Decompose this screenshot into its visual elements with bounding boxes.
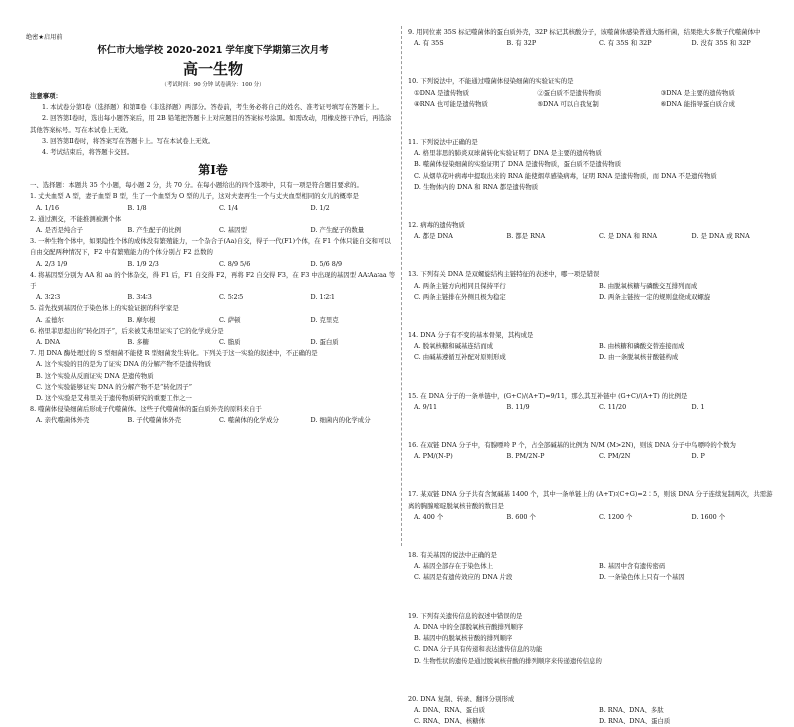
- answer-option: A. 是否是纯合子: [36, 226, 84, 235]
- answer-option: C. 1/4: [219, 203, 239, 212]
- answer-option: D. 1: [691, 402, 705, 411]
- question-stem: 18. 有关基因的说法中正确的是: [408, 551, 497, 560]
- question-block: [408, 440, 778, 462]
- question-stem: 16. 在双链 DNA 分子中，有腺嘌呤 P 个，占全部碱基的比例为 N/M (M>2N)，则该 DNA 分子中鸟嘌呤的个数为: [408, 441, 736, 450]
- option-list: [408, 512, 778, 523]
- option-list: [408, 705, 778, 727]
- answer-option: A. DNA、RNA、蛋白质: [414, 705, 485, 714]
- option-list: [30, 203, 396, 214]
- option-list: [30, 415, 396, 426]
- answer-option: B. 由核糖和磷酸交替连接而成: [599, 342, 685, 351]
- question-block: [408, 611, 778, 667]
- column-divider: [401, 26, 402, 546]
- note-item: 2. 回答第Ⅰ卷时，选出每小题答案后，用 2B 铅笔把答题卡上对应题目的答案标号涂黑。如需改动，用橡皮擦干净后，再选涂其他答案标号。写在本试卷上无效。: [30, 114, 392, 134]
- question-stem: 7. 用 DNA 酶处理过的 S 型细菌不能使 R 型细菌发生转化。下列关于这一实验的叙述中，不正确的是: [30, 349, 318, 358]
- question-block: [408, 220, 778, 242]
- answer-option: A. 亲代噬菌体外壳: [36, 416, 90, 425]
- question-block: [30, 270, 396, 304]
- answer-option: B. RNA、DNA、多肽: [599, 705, 664, 714]
- answer-option: ①DNA 是遗传物质: [414, 88, 470, 97]
- secret-label: 绝密★启用前: [26, 34, 63, 41]
- question-stem: 17. 某双链 DNA 分子共有含氮碱基 1400 个，其中一条单链上的 (A+T)∶(C+G)=2∶5，则该 DNA 分子连续复制两次，共需游离的胸腺嘧啶脱氧核苷酸的数目是: [408, 490, 773, 510]
- option-list: [408, 88, 778, 110]
- answer-option: D. 一条染色体上只有一个基因: [599, 573, 685, 582]
- answer-option: D. 这个实验是艾弗里关于遗传物质研究的重要工作之一: [36, 394, 192, 403]
- question-stem: 10. 下列说法中，不能通过噬菌体侵染细菌的实验证实的是: [408, 77, 574, 86]
- answer-option: C. PM/2N: [599, 452, 631, 461]
- option-list: [408, 281, 778, 303]
- answer-option: A. 9/11: [414, 402, 438, 411]
- answer-option: B. 3∶4∶3: [127, 293, 152, 302]
- option-list: [30, 315, 396, 326]
- answer-option: B. 由脱氧核糖与磷酸交互排列而成: [599, 281, 698, 290]
- question-stem: 4. 将基因型分别为 AA 和 aa 的个体杂交，得 F1 后，F1 自交得 F2，再将 F2 自交得 F3，在 F3 中出现的基因型 AA∶Aa∶aa 等于: [30, 270, 396, 291]
- answer-option: A. 1/16: [36, 203, 60, 212]
- answer-option: A. 2/3 1/9: [36, 259, 68, 268]
- question-stem: 13. 下列有关 DNA 是双螺旋结构主链特征的表述中，哪一项是错误: [408, 270, 600, 279]
- answer-option: D. P: [691, 452, 705, 461]
- answer-option: D. 由一条脱氧核苷酸链构成: [599, 353, 679, 362]
- question-block: [408, 489, 778, 523]
- answer-option: D. 细菌内的化学成分: [310, 416, 371, 425]
- question-block: [408, 269, 778, 303]
- question-stem: 3. 一种生物个体中，如果隐性个体的成体没有繁殖能力，一个杂合子(Aa)自交，得子一代(F1)个体，在 F1 个体只能自交和可以自由交配两种情况下，F2 中有繁殖能力的个体分别占 F2 总数的: [30, 237, 391, 257]
- option-list: [30, 337, 396, 348]
- answer-option: C. DNA 分子具有传递和表达遗传信息的功能: [414, 645, 543, 654]
- option-list: [408, 451, 778, 462]
- answer-option: C. 8/9 5/6: [219, 259, 251, 268]
- answer-option: A. 基因全部存在于染色体上: [414, 562, 493, 571]
- option-list: [408, 148, 778, 193]
- answer-option: D. RNA、DNA、蛋白质: [599, 717, 671, 726]
- answer-option: D. 没有 35S 和 32P: [691, 39, 751, 48]
- option-list: [408, 38, 778, 49]
- option-list: [30, 359, 396, 404]
- answer-option: ⑥DNA 能指导蛋白质合成: [660, 99, 735, 108]
- answer-option: A. 孟德尔: [36, 315, 64, 324]
- answer-option: ③DNA 是主要的遗传物质: [660, 88, 735, 97]
- answer-option: B. PM/2N-P: [506, 452, 545, 461]
- section-intro: 一、选择题：本题共 35 个小题，每小题 2 分，共 70 分。在每小题给出的四个选项中，只有一项是符合题目要求的。: [30, 181, 363, 190]
- note-item: 1. 本试卷分第Ⅰ卷（选择题）和第Ⅱ卷（非选择题）两部分。答卷前，考生务必将自己的姓名、准考证号填写在答题卡上。: [42, 103, 383, 112]
- answer-option: C. 5∶2∶5: [219, 293, 244, 302]
- answer-option: B. 有 32P: [506, 39, 537, 48]
- answer-option: B. 1/8: [127, 203, 147, 212]
- answer-option: A. 这个实验的目的是为了证实 DNA 的分解产物不是遗传物质: [36, 360, 212, 369]
- answer-option: A. 3∶2∶3: [36, 293, 61, 302]
- question-stem: 20. DNA 复制、转录、翻译分别形成: [408, 694, 515, 703]
- question-stem: 6. 格里菲思提出的“转化因子”，后来被艾弗里证实了它的化学成分是: [30, 326, 224, 335]
- question-block: [408, 27, 778, 49]
- answer-option: ②蛋白质不是遗传物质: [537, 88, 602, 97]
- question-block: [408, 137, 778, 193]
- note-item: 3. 回答第Ⅱ卷时，将答案写在答题卡上。写在本试卷上无效。: [42, 136, 215, 145]
- question-block: [30, 214, 396, 236]
- option-list: [30, 292, 396, 303]
- option-list: [30, 225, 396, 236]
- answer-option: C. 萨顿: [219, 315, 241, 324]
- answer-option: C. 这个实验能够证实 DNA 的分解产物不是“转化因子”: [36, 382, 193, 391]
- answer-option: A. 有 35S: [414, 39, 444, 48]
- answer-option: A. DNA 中的全部脱氧核苷酸排列顺序: [414, 622, 524, 631]
- question-block: [30, 303, 396, 325]
- question-block: [408, 76, 778, 110]
- answer-option: B. 摩尔根: [127, 315, 156, 324]
- question-stem: 9. 用同位素 35S 标记噬菌体的蛋白质外壳，32P 标记其核酸分子，该噬菌体感染普通大肠杆菌，结果绝大多数子代噬菌体中: [408, 28, 761, 36]
- question-block: [408, 550, 778, 584]
- answer-option: C. 1200 个: [599, 512, 633, 521]
- right-question-list: [408, 27, 778, 727]
- question-stem: 15. 在 DNA 分子的一条单链中，(G+C)/(A+T)=9/11，那么其互补链中 (G+C)/(A+T) 的比例是: [408, 391, 688, 400]
- answer-option: B. 都是 RNA: [506, 232, 546, 241]
- answer-option: B. 多糖: [127, 338, 150, 347]
- answer-option: C. 基因型: [219, 226, 247, 235]
- question-block: [408, 330, 778, 364]
- answer-option: A. 格里菲思的肺炎双球菌转化实验证明了 DNA 是主要的遗传物质: [414, 149, 602, 158]
- answer-option: C. 两条主链排在外侧且极为稳定: [414, 292, 506, 301]
- question-stem: 1. 丈夫血型 A 型，妻子血型 B 型，生了一个血型为 O 型的儿子，这对夫妻再生一个与丈夫血型相同的女儿的概率是: [30, 192, 359, 201]
- question-stem: 8. 噬菌体侵染细菌后形成子代噬菌体。这些子代噬菌体的蛋白质外壳的原料来自于: [30, 405, 262, 414]
- answer-option: D. 1∶2∶1: [310, 293, 335, 302]
- option-list: [408, 231, 778, 242]
- answer-option: ⑤DNA 可以自我复制: [537, 99, 599, 108]
- answer-option: D. 1600 个: [691, 512, 726, 521]
- answer-option: B. 产生配子的比例: [127, 226, 181, 235]
- answer-option: C. 有 35S 和 32P: [599, 39, 652, 48]
- answer-option: B. 基因中含有遗传密码: [599, 562, 666, 571]
- answer-option: A. PM/(N-P): [414, 452, 453, 461]
- question-block: [408, 694, 778, 727]
- question-block: [30, 404, 396, 426]
- answer-option: D. 产生配子的数量: [310, 226, 365, 235]
- answer-option: D. 两条主链按一定的规则盘绕成双螺旋: [599, 292, 711, 301]
- answer-option: A. 都是 DNA: [414, 232, 453, 241]
- answer-option: D. 生物性状的遗传是通过脱氧核苷酸的排列顺序来传递遗传信息的: [414, 656, 602, 665]
- left-question-list: [30, 191, 396, 426]
- answer-option: ④RNA 也可能是遗传物质: [414, 99, 488, 108]
- option-list: [408, 402, 778, 413]
- question-stem: 14. DNA 分子有不变的基本骨架，其构成是: [408, 331, 534, 340]
- right-column: [408, 0, 778, 727]
- question-stem: 19. 下列有关遗传信息的叙述中错误的是: [408, 611, 523, 620]
- answer-option: C. RNA、DNA、核糖体: [414, 717, 486, 726]
- answer-option: C. 11/20: [599, 402, 627, 411]
- subject-title: 高一生物: [182, 60, 243, 78]
- question-block: [30, 236, 396, 270]
- answer-option: A. 两条主链方向相同且保持平行: [414, 281, 506, 290]
- answer-option: C. 从烟草花叶病毒中提取出来的 RNA 能使烟草感染病毒，证明 RNA 是遗传物质，而 DNA 不是遗传物质: [414, 171, 717, 180]
- question-block: [30, 326, 396, 348]
- question-stem: 5. 首先找到基因位于染色体上的实验证据的科学家是: [30, 304, 179, 313]
- answer-option: D. 5/6 8/9: [310, 259, 343, 268]
- question-stem: 12. 病毒的遗传物质: [408, 221, 465, 230]
- answer-option: C. 脂质: [219, 338, 241, 347]
- left-column: [30, 0, 396, 427]
- notes-title: 注意事项：: [30, 92, 62, 100]
- answer-option: D. 1/2: [310, 203, 330, 212]
- answer-option: A. 脱氧核糖和碱基连结而成: [414, 342, 493, 351]
- note-item: 4. 考试结束后，将答题卡交回。: [42, 148, 134, 157]
- answer-option: B. 基因中的脱氧核苷酸的排列顺序: [414, 634, 513, 643]
- answer-option: B. 1/9 2/3: [127, 259, 159, 268]
- answer-option: B. 噬菌体侵染细菌的实验证明了 DNA 是遗传物质，蛋白质不是遗传物质: [414, 160, 622, 169]
- question-stem: 2. 通过测交，不能推测被测个体: [30, 214, 122, 223]
- school-title: 怀仁市大地学校 2020-2021 学年度下学期第三次月考: [97, 45, 329, 56]
- answer-option: D. 克里克: [310, 315, 339, 324]
- answer-option: B. 子代噬菌体外壳: [127, 416, 181, 425]
- question-block: [408, 391, 778, 413]
- question-block: [30, 348, 396, 404]
- option-list: [30, 259, 396, 270]
- answer-option: C. 基因是有遗传效应的 DNA 片段: [414, 573, 513, 582]
- answer-option: A. DNA: [36, 338, 61, 347]
- answer-option: A. 400 个: [414, 512, 444, 521]
- volume-title: 第Ⅰ卷: [198, 163, 228, 178]
- option-list: [408, 341, 778, 363]
- answer-option: B. 11/9: [506, 402, 530, 411]
- answer-option: D. 是 DNA 或 RNA: [691, 232, 750, 241]
- exam-info: （考试时间：90 分钟 试卷满分：100 分）: [161, 82, 265, 88]
- answer-option: B. 600 个: [506, 512, 536, 521]
- question-stem: 11. 下列说法中正确的是: [408, 138, 478, 147]
- question-block: [30, 191, 396, 213]
- answer-option: C. 噬菌体的化学成分: [219, 416, 279, 425]
- answer-option: C. 由碱基遵循互补配对原则形成: [414, 353, 506, 362]
- answer-option: D. 生物体内的 DNA 和 RNA 都是遗传物质: [414, 182, 539, 191]
- answer-option: B. 这个实验从反面证实 DNA 是遗传物质: [36, 371, 154, 380]
- answer-option: D. 蛋白质: [310, 338, 339, 347]
- answer-option: C. 是 DNA 和 RNA: [599, 232, 657, 241]
- option-list: [408, 622, 778, 667]
- option-list: [408, 561, 778, 583]
